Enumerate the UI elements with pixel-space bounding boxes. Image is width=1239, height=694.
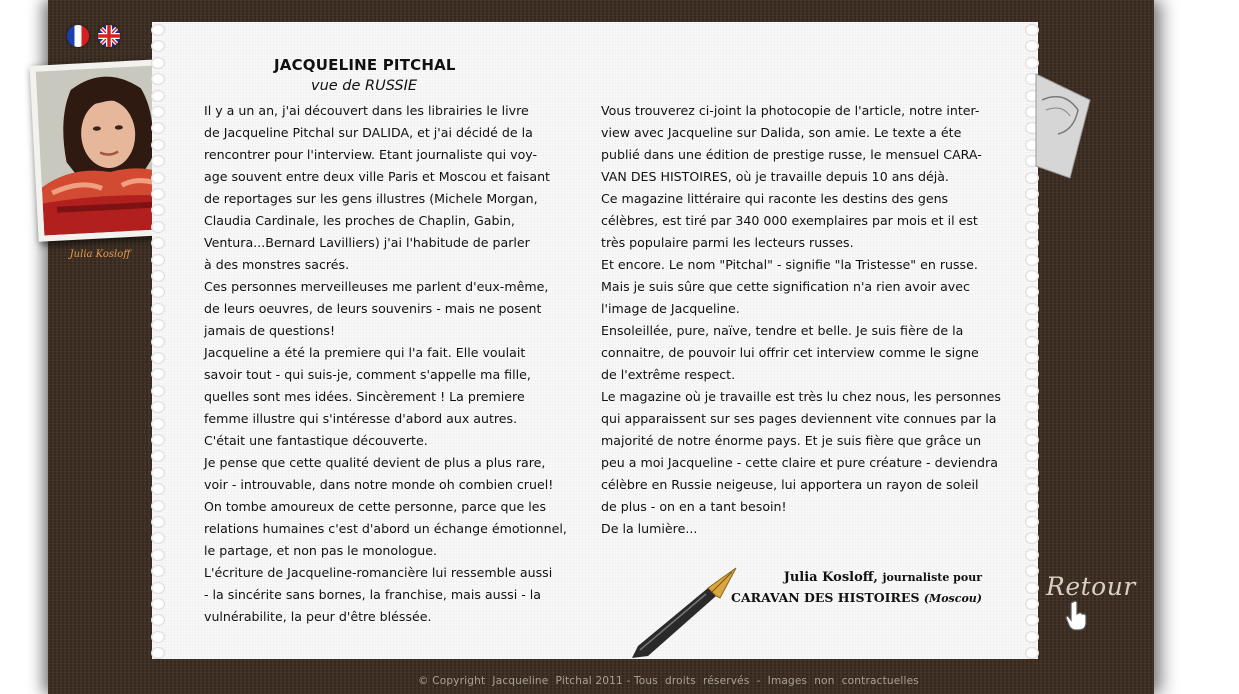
signature-role: journaliste pour [882,571,982,584]
perforation-hole [151,172,165,184]
perforation-hole [151,450,165,462]
perforation-hole [1025,336,1039,348]
perforation-hole [151,336,165,348]
perforation-hole [1025,254,1039,266]
article-line: le partage, et non pas le monologue. [204,543,438,558]
perforation-hole [1025,40,1039,52]
perforation-hole [1025,549,1039,561]
perforation-hole [151,155,165,167]
perforation-hole [1025,352,1039,364]
perforation-hole [1025,434,1039,446]
article-line: Et encore. Le nom "Pitchal" - signifie "la Tristesse" en russe. [601,257,978,272]
perforation-hole [1025,188,1039,200]
article-line: à des monstres sacrés. [204,257,350,272]
perforation-hole [1025,647,1039,659]
perforation-hole [1025,467,1039,479]
article-line: De la lumière... [601,521,698,536]
article-line: Vous trouverez ci-joint la photocopie de l'article, notre inter- [601,103,980,118]
perforation-hole [151,90,165,102]
perforation-hole [151,401,165,413]
perforation-hole [1025,401,1039,413]
article-line: de l'extrême respect. [601,367,736,382]
article-line: peu a moi Jacqueline - cette claire et pure créature - deviendra [601,455,998,470]
article-line: Il y a un an, j'ai découvert dans les librairies le livre [204,103,529,118]
perforation-hole [1025,418,1039,430]
article-line: de plus - on en a tant besoin! [601,499,787,514]
article-line: Le magazine où je travaille est très lu chez nous, les personnes [601,389,1001,404]
perforation-hole [1025,24,1039,36]
article-line: vulnérabilite, la peur d'être bléssée. [204,609,432,624]
signature-name: Julia Kosloff, [783,570,878,585]
article-line: VAN DES HISTOIRES, où je travaille depuis 10 ans déjà. [601,169,949,184]
article-line: publié dans une édition de prestige russe, le mensuel CARA- [601,147,982,162]
perforation-left [151,22,165,659]
perforation-hole [1025,368,1039,380]
perforation-hole [151,286,165,298]
perforation-hole [151,57,165,69]
article-line: Ventura...Bernard Lavilliers) j'ai l'habitude de parler [204,235,530,250]
article-line: qui apparaissent sur ses pages deviennent vite connues par la [601,411,997,426]
perforation-hole [1025,614,1039,626]
article-line: savoir tout - qui suis-je, comment s'appelle ma fille, [204,367,531,382]
perforation-hole [151,647,165,659]
article-column-left [204,100,567,628]
signature-city: (Moscou) [923,592,982,605]
perforation-hole [151,237,165,249]
article-line: - la sincérite sans bornes, la franchise, mais aussi - la [204,587,542,602]
perforation-hole [151,631,165,643]
article-line: voir - introuvable, dans notre monde oh combien cruel! [204,477,554,492]
perforation-hole [151,122,165,134]
perforation-hole [1025,582,1039,594]
perforation-hole [151,73,165,85]
perforation-hole [1025,565,1039,577]
article-line: majorité de notre énorme pays. Et je suis fière que grâce un [601,433,982,448]
perforation-hole [1025,303,1039,315]
decorative-leaf-icon [1034,70,1092,180]
article-line: de reportages sur les gens illustres (Michele Morgan, [204,191,538,206]
article-line: Je pense que cette qualité devient de plus a plus rare, [204,455,546,470]
perforation-hole [151,565,165,577]
perforation-hole [151,467,165,479]
article-title: JACQUELINE PITCHAL [274,56,456,74]
pointing-hand-icon[interactable] [1065,600,1089,632]
perforation-hole [151,483,165,495]
perforation-hole [151,549,165,561]
article-line: rencontrer pour l'interview. Etant journaliste qui voy- [204,147,538,162]
perforation-hole [151,434,165,446]
perforation-hole [1025,631,1039,643]
article-line: Ce magazine littéraire qui raconte les destins des gens [601,191,949,206]
perforation-hole [1025,204,1039,216]
article-line: l'image de Jacqueline. [601,301,740,316]
article-line: Mais je suis sûre que cette signification n'a rien avoir avec [601,279,970,294]
french-flag-icon[interactable] [67,25,89,47]
article-subtitle: vue de RUSSIE [311,78,418,94]
perforation-hole [1025,532,1039,544]
perforation-hole [151,106,165,118]
article-line: age souvent entre deux ville Paris et Moscou et faisant [204,169,550,184]
uk-flag-icon[interactable] [98,25,120,47]
perforation-hole [151,24,165,36]
perforation-hole [1025,319,1039,331]
article-line: quelles sont mes idées. Sincèrement ! La premiere [204,389,525,404]
perforation-hole [1025,57,1039,69]
perforation-hole [1025,221,1039,233]
perforation-hole [151,368,165,380]
article-line: célèbre en Russie neigeuse, lui apportera un rayon de soleil [601,477,979,492]
photo-caption: Julia Kosloff [69,249,131,260]
article-column-right [601,100,1001,540]
article-line: femme illustre qui s'intéresse d'abord aux autres. [204,411,518,426]
signature-block [700,568,982,609]
article-line: Jacqueline a été la premiere qui l'a fait. Elle voulait [204,345,526,360]
article-line: connaitre, de pouvoir lui offrir cet interview comme le signe [601,345,979,360]
article-line: de leurs oeuvres, de leurs souvenirs - mais ne posent [204,301,542,316]
article-line: très populaire parmi les lecteurs russes. [601,235,854,250]
perforation-hole [151,319,165,331]
perforation-hole [1025,516,1039,528]
perforation-hole [151,139,165,151]
perforation-hole [1025,500,1039,512]
perforation-hole [151,270,165,282]
perforation-hole [151,500,165,512]
article-line: On tombe amoureux de cette personne, parce que les [204,499,547,514]
article-line: C'était une fantastique découverte. [204,433,428,448]
perforation-hole [151,614,165,626]
article-line: de Jacqueline Pitchal sur DALIDA, et j'ai décidé de la [204,125,533,140]
perforation-hole [151,532,165,544]
perforation-hole [151,352,165,364]
article-line: Ensoleillée, pure, naïve, tendre et belle. Je suis fière de la [601,323,964,338]
article-line: célèbres, est tiré par 340 000 exemplaires par mois et il est [601,213,978,228]
perforation-hole [151,418,165,430]
perforation-hole [1025,237,1039,249]
article-line: view avec Jacqueline sur Dalida, son amie. Le texte a éte [601,125,962,140]
perforation-hole [151,221,165,233]
perforation-hole [151,303,165,315]
article-line: Ces personnes merveilleuses me parlent d'eux-même, [204,279,549,294]
perforation-hole [151,385,165,397]
article-line: jamais de questions! [204,323,336,338]
perforation-hole [151,598,165,610]
perforation-hole [151,582,165,594]
perforation-hole [151,254,165,266]
perforation-hole [151,40,165,52]
perforation-hole [1025,598,1039,610]
copyright-footer: © Copyright Jacqueline Pitchal 2011 - Tous droits réservés - Images non contractuelles [418,675,919,687]
perforation-hole [1025,270,1039,282]
back-button[interactable]: Retour [1046,572,1136,601]
article-line: Claudia Cardinale, les proches de Chaplin, Gabin, [204,213,515,228]
perforation-hole [151,516,165,528]
perforation-hole [1025,385,1039,397]
perforation-hole [1025,286,1039,298]
article-line: relations humaines c'est d'abord un échange émotionnel, [204,521,567,536]
signature-publication: CARAVAN DES HISTOIRES [731,590,920,605]
perforation-hole [151,188,165,200]
article-line: L'écriture de Jacqueline-romancière lui ressemble aussi [204,565,553,580]
perforation-hole [151,204,165,216]
perforation-hole [1025,483,1039,495]
perforation-hole [1025,450,1039,462]
